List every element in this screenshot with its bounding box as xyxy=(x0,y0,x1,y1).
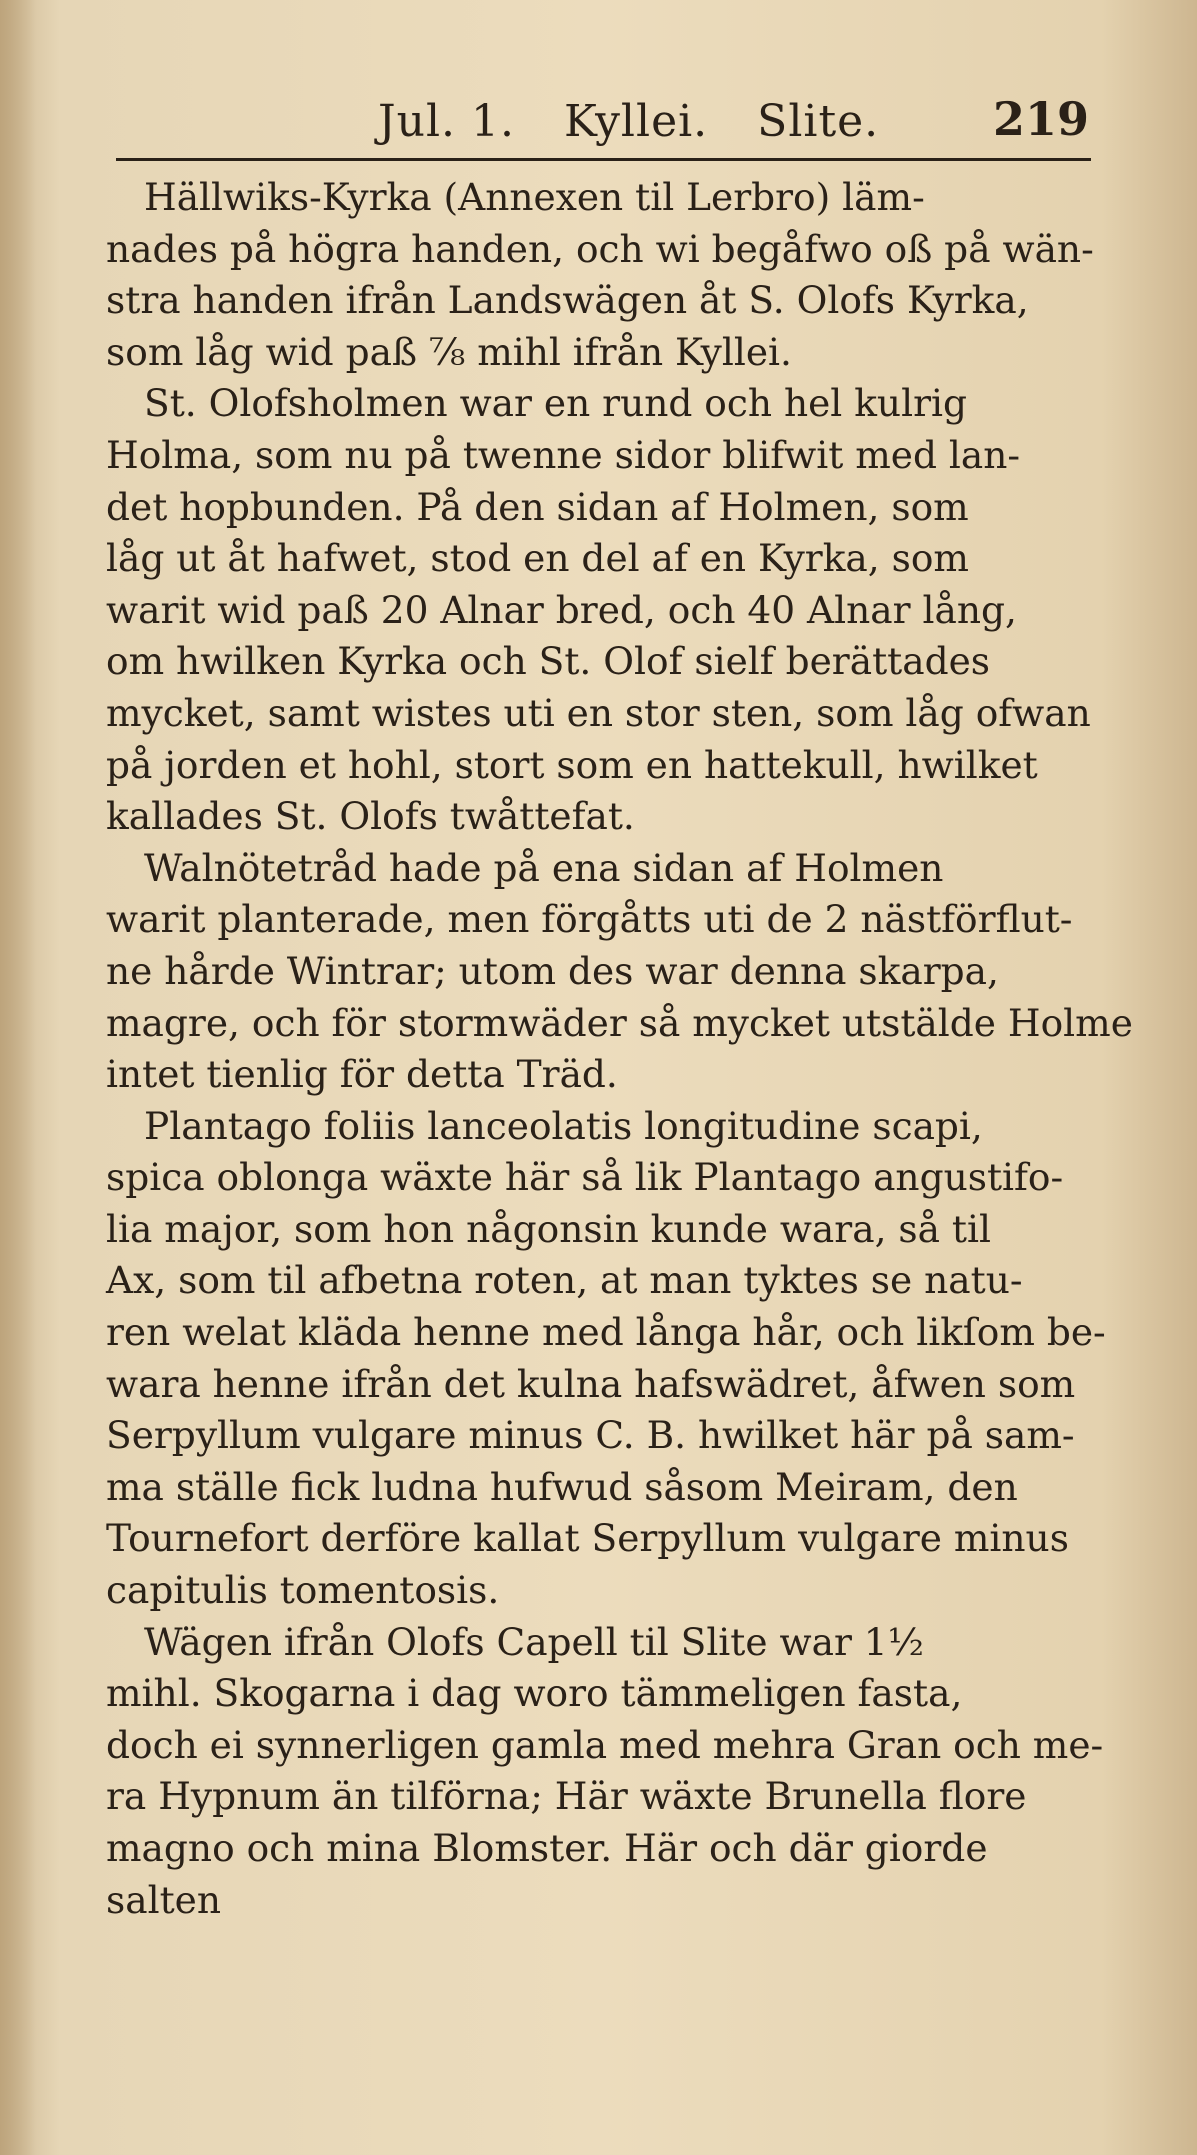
text-line: wara henne ifrån det kulna hafswädret, åfwen som xyxy=(106,1361,1076,1406)
page-gutter-shadow xyxy=(0,0,36,2155)
text-line: mycket, samt wistes uti en stor sten, som låg ofwan xyxy=(106,690,1091,735)
body-text xyxy=(106,172,1133,1926)
text-line: spica oblonga wäxte här så lik Plantago angustifo- xyxy=(106,1155,1064,1200)
text-line: ma ställe fick ludna hufwud såsom Meiram, den xyxy=(106,1464,1018,1509)
text-line: ra Hypnum än tilförna; Här wäxte Brunella flore xyxy=(106,1774,1027,1819)
text-line: om hwilken Kyrka och St. Olof sielf berättades xyxy=(106,639,991,684)
text-line: magre, och för stormwäder så mycket utstälde Holme xyxy=(106,1000,1133,1045)
text-line: stra handen ifrån Landswägen åt S. Olofs Kyrka, xyxy=(106,278,1029,323)
text-line: Tournefort derföre kallat Serpyllum vulgare minus xyxy=(106,1516,1069,1561)
text-line: Wägen ifrån Olofs Capell til Slite war 1½ xyxy=(144,1619,924,1664)
running-head-place-2: Slite. xyxy=(757,96,880,147)
text-line: Holma, som nu på twenne sidor blifwit med lan- xyxy=(106,432,1021,477)
text-line: Hällwiks-Kyrka (Annexen til Lerbro) läm- xyxy=(144,175,925,219)
text-line: intet tienlig för detta Träd. xyxy=(106,1052,618,1097)
running-head-date: Jul. 1. xyxy=(378,96,516,147)
page-number: 219 xyxy=(992,92,1089,146)
text-line: salten xyxy=(106,1877,222,1922)
text-line: kallades St. Olofs twåttefat. xyxy=(106,794,635,839)
text-line: warit wid paß 20 Alnar bred, och 40 Alnar lång, xyxy=(106,587,1017,632)
text-line: det hopbunden. På den sidan af Holmen, som xyxy=(106,484,969,529)
text-line: ren welat kläda henne med långa hår, och likſom be- xyxy=(106,1310,1106,1355)
text-line: på jorden et hohl, stort som en hattekull, hwilket xyxy=(106,742,1038,787)
text-line: St. Olofsholmen war en rund och hel kulrig xyxy=(144,381,968,426)
running-head-place-1: Kyllei. xyxy=(564,96,709,147)
text-line: capitulis tomentosis. xyxy=(106,1568,500,1613)
text-line: låg ut åt hafwet, stod en del af en Kyrka, som xyxy=(106,536,969,581)
text-line: Plantago foliis lanceolatis longitudine scapi, xyxy=(144,1103,983,1148)
text-line: nades på högra handen, och wi begåfwo oß på wän- xyxy=(106,226,1094,271)
text-line: warit planterade, men förgåtts uti de 2 nästförflut- xyxy=(106,897,1073,942)
text-line: som låg wid paß ⅞ mihl ifrån Kyllei. xyxy=(106,329,792,374)
text-line: magno och mina Blomster. Här och där giorde xyxy=(106,1826,988,1870)
text-line: doch ei synnerligen gamla med mehra Gran och me- xyxy=(106,1722,1104,1767)
text-line: mihl. Skogarna i dag woro tämmeligen fasta, xyxy=(106,1671,963,1716)
text-line: Walnötetråd hade på ena sidan af Holmen xyxy=(144,845,944,890)
running-head xyxy=(378,96,913,147)
text-line: ne hårde Wintrar; utom des war denna skarpa, xyxy=(106,948,999,993)
text-line: Serpyllum vulgare minus C. B. hwilket här på sam- xyxy=(106,1413,1075,1458)
text-line: Ax, som til afbetna roten, at man tyktes se natu- xyxy=(106,1258,1023,1303)
text-line: lia major, som hon någonsin kunde wara, så til xyxy=(106,1206,991,1251)
header-rule xyxy=(116,158,1091,161)
